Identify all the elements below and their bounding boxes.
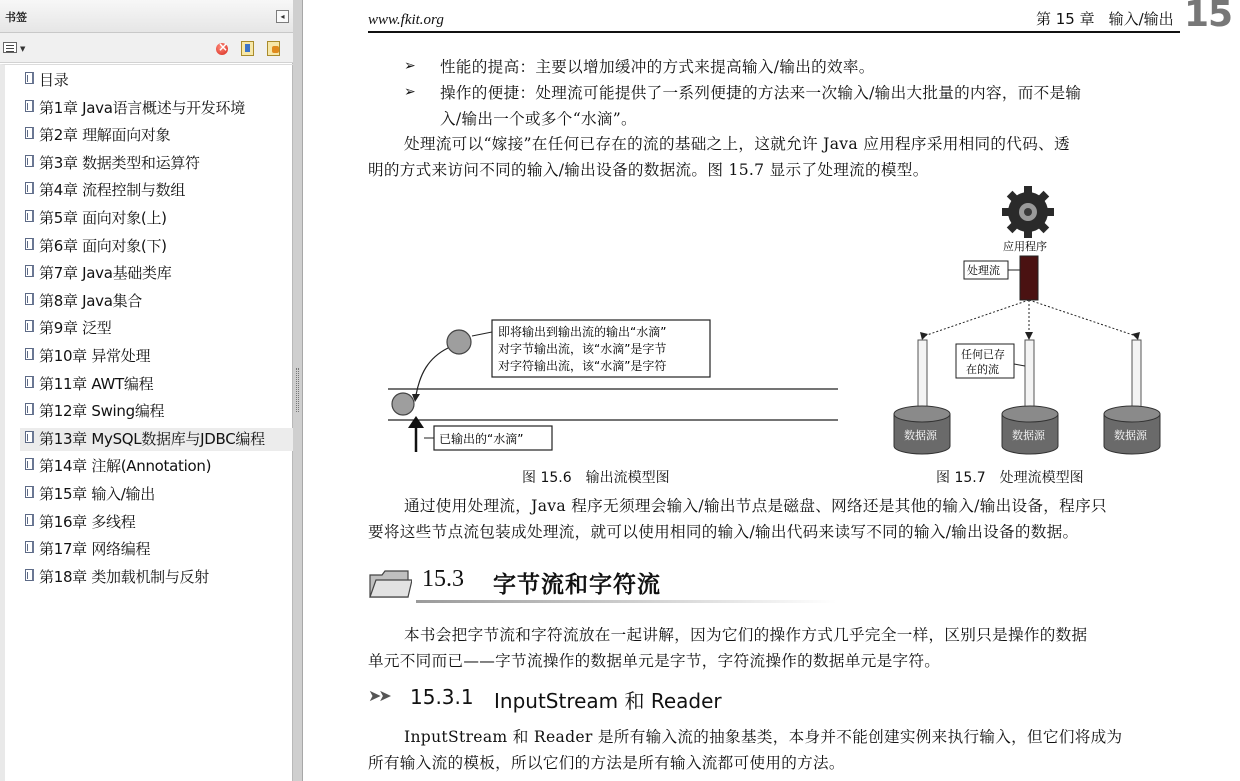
existing-stream-line1: 任何已存	[961, 348, 1005, 361]
bookmarks-title-bar	[0, 0, 293, 33]
section-number: 15.3	[422, 566, 464, 592]
header-rule	[368, 31, 1180, 33]
paragraph-3-line2: 单元不同而已——字节流操作的数据单元是字节，字符流操作的数据单元是字符。	[368, 652, 941, 670]
figure-15-6-caption: 图 15.6 输出流模型图	[522, 470, 670, 486]
figure-15-7-caption: 图 15.7 处理流模型图	[936, 470, 1084, 486]
existing-stream-line2: 在的流	[966, 363, 999, 376]
bookmark-icon	[25, 210, 34, 222]
bookmark-label: 第5章 面向对象(上)	[39, 209, 167, 227]
paragraph-2-line2: 要将这些节点流包装成处理流，就可以使用相同的输入/输出代码来读写不同的输入/输出设备的数据。	[368, 523, 1079, 541]
callout-line-3: 对字符输出流，该“水滴”是字符	[498, 359, 667, 373]
bookmark-icon	[25, 127, 34, 139]
header-chapter-number: 15	[1184, 0, 1233, 35]
bullet-1-text: 性能的提高：主要以增加缓冲的方式来提高输入/输出的效率。	[440, 58, 875, 76]
bullet-arrow-icon: ➢	[404, 84, 416, 100]
bookmark-item[interactable]	[20, 345, 295, 368]
output-stream-figure	[388, 318, 848, 468]
bookmarks-panel	[0, 0, 293, 781]
bookmark-icon	[25, 431, 34, 443]
bookmark-icon	[25, 100, 34, 112]
bullet-arrow-icon: ➢	[404, 58, 416, 74]
options-menu-icon[interactable]: ▼	[3, 42, 27, 54]
bookmark-label: 第12章 Swing编程	[39, 402, 165, 421]
bullet-2-text-line2: 入/输出一个或多个“水滴”。	[440, 110, 637, 128]
bookmark-list	[0, 64, 293, 781]
bookmark-item[interactable]	[20, 97, 295, 120]
header-chapter	[1036, 8, 1174, 29]
bookmark-item[interactable]	[20, 235, 295, 258]
gear-icon	[1002, 186, 1054, 238]
bookmark-item[interactable]	[20, 69, 295, 92]
bookmark-item[interactable]	[20, 566, 295, 589]
header-chapter-title: 输入/输出	[1108, 10, 1174, 28]
bookmark-item[interactable]	[20, 373, 295, 396]
bookmark-item[interactable]	[20, 538, 295, 561]
subsection-arrows-icon: ➤➤	[368, 686, 389, 705]
bookmark-item[interactable]	[20, 152, 295, 175]
bookmark-label: 第1章 Java语言概述与开发环境	[39, 98, 245, 117]
callout-line-2: 对字节输出流，该“水滴”是字节	[498, 342, 667, 356]
new-bookmark-icon[interactable]	[241, 41, 254, 56]
bookmark-label: 第16章 多线程	[39, 512, 136, 531]
bookmark-item[interactable]	[20, 455, 295, 478]
bookmark-icon	[25, 376, 34, 388]
bookmark-item[interactable]	[20, 207, 295, 230]
subsection-title: InputStream 和 Reader	[494, 689, 722, 713]
datasource-2-label: 数据源	[1012, 429, 1045, 442]
bookmark-icon	[25, 72, 34, 84]
bookmarks-toolbar	[0, 33, 293, 63]
bookmark-label: 第17章 网络编程	[39, 540, 151, 559]
section-underline	[416, 600, 836, 603]
bookmark-label: 目录	[39, 71, 69, 89]
bookmark-item[interactable]	[20, 511, 295, 534]
bookmark-icon	[25, 320, 34, 332]
header-chapter-label: 第 15 章	[1036, 10, 1095, 28]
bookmark-label: 第7章 Java基础类库	[39, 264, 172, 283]
bookmark-label: 第11章 AWT编程	[39, 374, 154, 393]
bookmark-item[interactable]	[20, 179, 295, 202]
datasource-1-label: 数据源	[904, 429, 937, 442]
processing-stream-label: 处理流	[967, 264, 1000, 277]
bullet-2-text-line1: 操作的便捷：处理流可能提供了一系列便捷的方法来一次输入/输出大批量的内容，而不是输	[440, 84, 1082, 102]
subsection-number: 15.3.1	[410, 685, 474, 709]
paragraph-4-line2: 所有输入流的模板，所以它们的方法是所有输入流都可使用的方法。	[368, 754, 845, 772]
splitter-grip[interactable]	[296, 368, 299, 412]
bookmark-icon	[25, 348, 34, 360]
bookmark-icon	[25, 541, 34, 553]
bookmark-item[interactable]	[20, 400, 295, 423]
bookmark-item[interactable]	[20, 262, 295, 285]
document-page	[304, 0, 1240, 781]
bookmark-icon	[25, 238, 34, 250]
bookmark-label: 第8章 Java集合	[39, 291, 142, 310]
paragraph-1-line1: 处理流可以“嫁接”在任何已存在的流的基础之上，这就允许 Java 应用程序采用相同的代码、透	[404, 135, 1070, 153]
bookmark-icon	[25, 458, 34, 470]
bookmark-icon	[25, 265, 34, 277]
paragraph-4-line1: InputStream 和 Reader 是所有输入流的抽象基类，本身并不能创建实例来执行输入，但它们将成为	[404, 728, 1123, 746]
bookmark-label: 第4章 流程控制与数组	[39, 181, 186, 200]
bookmark-icon	[25, 403, 34, 415]
delete-bookmark-icon[interactable]	[216, 43, 228, 55]
panel-splitter[interactable]	[293, 0, 303, 781]
bookmarks-title: 书签	[5, 11, 27, 24]
bookmark-label: 第3章 数据类型和运算符	[39, 153, 200, 172]
bookmark-item[interactable]	[20, 290, 295, 313]
bookmark-label: 第15章 输入/输出	[39, 485, 155, 503]
bookmark-label: 第2章 理解面向对象	[39, 126, 171, 145]
bookmark-item[interactable]	[20, 428, 295, 451]
collapse-panel-button[interactable]: ◂	[276, 10, 289, 23]
bookmark-label: 第9章 泛型	[39, 319, 112, 338]
processing-stream-figure	[884, 184, 1164, 474]
bookmark-icon	[25, 182, 34, 194]
bookmark-label: 第10章 异常处理	[39, 347, 151, 365]
application-label: 应用程序	[1003, 240, 1047, 253]
bookmark-label: 第18章 类加载机制与反射	[39, 567, 209, 586]
bookmark-icon	[25, 293, 34, 305]
bookmark-label: 第6章 面向对象(下)	[39, 236, 167, 255]
bookmark-properties-icon[interactable]	[267, 41, 280, 56]
bookmark-item[interactable]	[20, 124, 295, 147]
callout-line-1: 即将输出到输出流的输出“水滴”	[498, 325, 667, 339]
bookmark-icon	[25, 155, 34, 167]
header-site: www.fkit.org	[368, 12, 444, 28]
bookmark-label: 第14章 注解(Annotation)	[39, 457, 212, 476]
datasource-3-label: 数据源	[1114, 429, 1147, 442]
bookmark-item[interactable]	[20, 317, 295, 340]
bookmark-icon	[25, 514, 34, 526]
paragraph-3-line1: 本书会把字节流和字符流放在一起讲解，因为它们的操作方式几乎完全一样，区别只是操作的数据	[404, 626, 1088, 644]
output-drop-label: 已输出的“水滴”	[439, 432, 524, 446]
bookmark-label: 第13章 MySQL数据库与JDBC编程	[39, 429, 265, 448]
bookmark-icon	[25, 569, 34, 581]
bookmark-item[interactable]	[20, 483, 295, 506]
section-title: 字节流和字符流	[493, 572, 661, 598]
folder-icon	[368, 569, 412, 601]
paragraph-1-line2: 明的方式来访问不同的输入/输出设备的数据流。图 15.7 显示了处理流的模型。	[368, 161, 929, 179]
paragraph-2-line1: 通过使用处理流，Java 程序无须理会输入/输出节点是磁盘、网络还是其他的输入/输出设备，程序只	[404, 497, 1107, 515]
bookmark-icon	[25, 486, 34, 498]
